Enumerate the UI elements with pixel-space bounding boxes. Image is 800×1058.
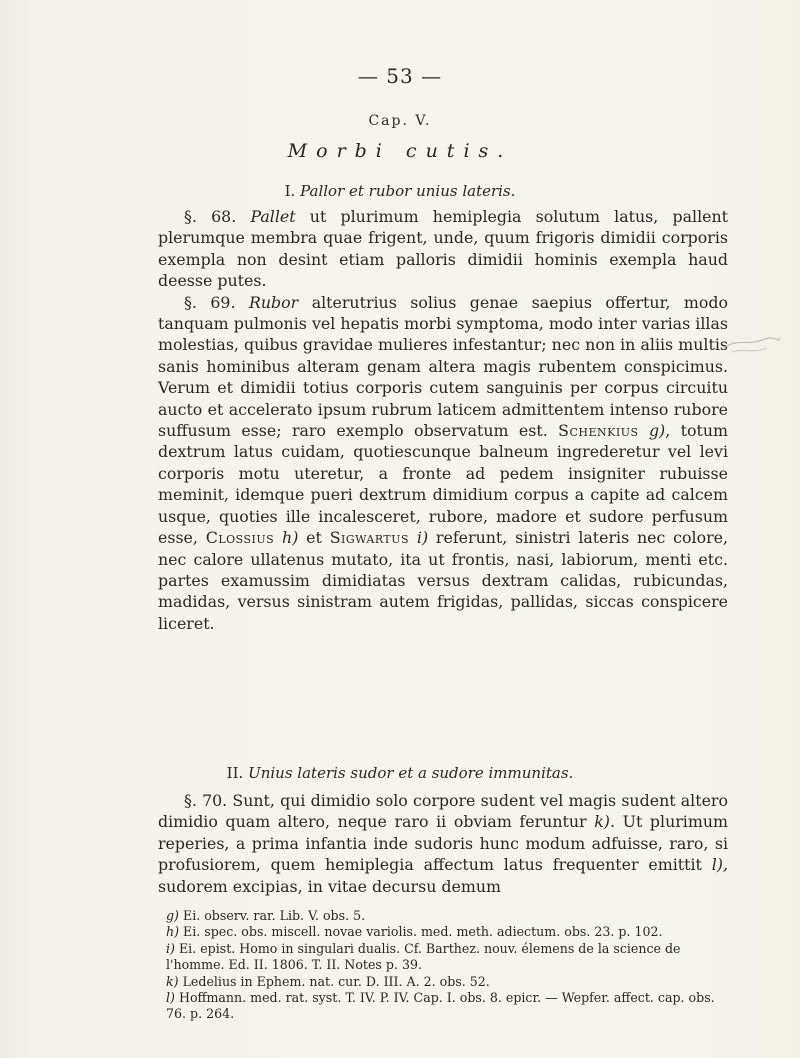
- section-2-number: II.: [226, 764, 244, 782]
- footnote-mark: h): [166, 924, 180, 940]
- ref-k: k).: [594, 812, 615, 832]
- footnote-l: [166, 990, 736, 1023]
- para-69-text-2: , totum dextrum latus cuidam, quotiescunque balneum ingrederetur vel levi corporis motu uteretur, a fronte ad pedem insigniter rubuisse meminit, idemque pueri dextrum dimidium corpus a capite ad calcem usque, quoties ille incalesceret, rubore, madore et sudore perfusum esse,: [158, 421, 728, 548]
- section-1-number: I.: [284, 182, 296, 200]
- chapter-title-text: Morbi cutis.: [287, 140, 513, 162]
- main-text-2: [158, 790, 728, 897]
- footnote-mark: g): [166, 908, 179, 923]
- para-68-text: ut plurimum hemiplegia solutum latus, pallent plerumque membra quae frigent, unde, quum frigoris dimidii corporis exempla non desint etiam palloris dimidii hominis exempla haud deesse putes.: [158, 207, 728, 291]
- para-69-lead: Rubor: [248, 292, 299, 312]
- footnote-text: Ei. observ. rar. Lib. V. obs. 5.: [183, 908, 366, 923]
- margin-pencil-mark: [722, 318, 782, 358]
- footnote-text: Hoffmann. med. rat. syst. T. IV. P. IV. Cap. I. obs. 8. epicr. — Wepfer. affect. cap. obs. 76. p. 264.: [166, 990, 715, 1022]
- author-schenkius: Schenkius: [558, 421, 639, 441]
- para-70-number: §. 70.: [184, 791, 228, 810]
- para-68-number: §. 68.: [184, 207, 237, 226]
- footnote-h: [166, 924, 736, 940]
- paragraph-69: [158, 292, 728, 635]
- footnote-i: [166, 941, 736, 974]
- para-68-lead: Pallet: [250, 207, 296, 226]
- para-69-number: §. 69.: [184, 292, 236, 312]
- section-2-title: Unius lateris sudor et a sudore immunitas.: [248, 764, 574, 782]
- ref-h: h): [282, 528, 299, 548]
- footnote-text: Ei. epist. Homo in singulari dualis. Cf. Barthez. nouv. élemens de la science de l'homme. Ed. II. 1806. T. II. Notes p. 39.: [166, 940, 681, 973]
- section-1-title: Pallor et rubor unius lateris.: [300, 182, 516, 200]
- footnote-text: Ledelius in Ephem. nat. cur. D. III. A. 2. obs. 52.: [182, 973, 490, 989]
- ref-l: l),: [711, 855, 728, 875]
- section-heading-2: [0, 764, 800, 782]
- section-heading-1: [0, 182, 800, 200]
- footnote-text: Ei. spec. obs. miscell. novae variolis. med. meth. adiectum. obs. 23. p. 102.: [183, 924, 663, 940]
- ref-g: g): [648, 421, 666, 441]
- page-number: — 53 —: [357, 64, 443, 88]
- footnote-mark: k): [166, 973, 179, 989]
- para-70-text-2: Ut plurimum reperies, a prima infantia inde sudoris hunc modum adfuisse, raro, si profusiorem, quem hemiplegia affectum latus frequenter emittit: [158, 812, 728, 875]
- chapter-title: [0, 140, 800, 162]
- para-70-text-1: Sunt, qui dimidio solo corpore sudent vel magis sudent altero dimidio quam altero, neque raro ii obviam feruntur: [158, 791, 728, 832]
- ref-i: i): [416, 528, 429, 548]
- author-sigwartus: Sigwartus: [329, 528, 410, 548]
- footnote-mark: i): [166, 940, 175, 956]
- paragraph-70: [158, 790, 728, 897]
- paragraph-68: [158, 206, 728, 292]
- para-69-text-1: alterutrius solius genae saepius offertur, modo tanquam pulmonis vel hepatis morbi symptoma, modo inter varias illas molestias, quibus gravidae mulieres infestantur; nec non in aliis multis sanis hominibus alteram genam altera magis rubentem conspicimus. Verum et dimidii totius corporis cutem sanguinis per corpus circuitu aucto et accelerato ipsum rubrum laticem admittentem intenso rubore suffusum esse; raro exemplo observatum est.: [158, 292, 728, 441]
- footnotes: [166, 908, 736, 1023]
- para-70-text-3: sudorem excipias, in vitae decursu demum: [158, 876, 501, 896]
- para-69-text-3: referunt, sinistri lateris nec colore, nec calore ullatenus mutato, ita ut frontis, nasi, labiorum, menti etc. partes examussim dimidiatas versus dextram calidas, rubicundas, madidas, versus sinistram autem frigidas, pallidas, siccas conspicere liceret.: [158, 528, 729, 633]
- author-clossius: Clossius: [205, 528, 275, 548]
- conjunction-et: et: [306, 528, 322, 548]
- footnote-g: [166, 908, 736, 924]
- chapter-heading: Cap. V.: [368, 113, 432, 129]
- footnote-k: [166, 974, 736, 990]
- footnote-mark: l): [166, 990, 175, 1006]
- main-text-1: [158, 206, 728, 634]
